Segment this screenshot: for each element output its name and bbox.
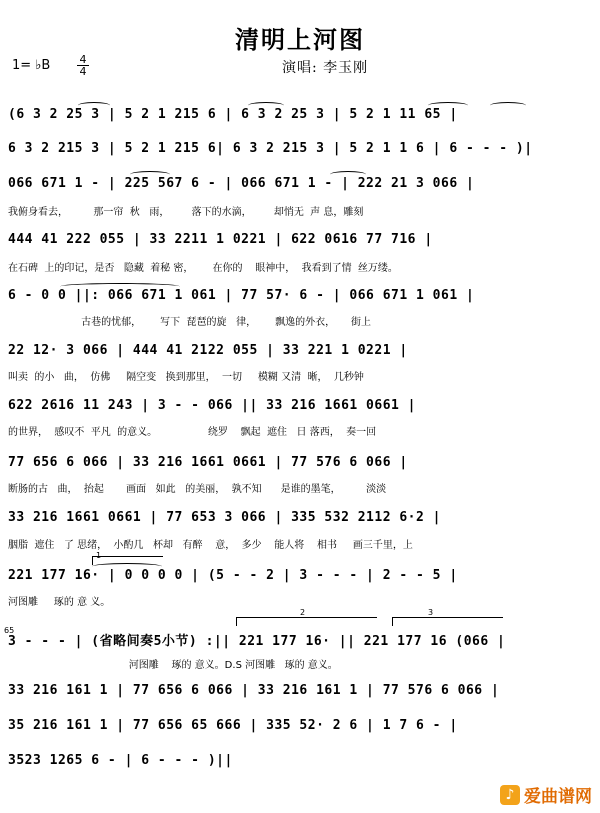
lyric-line-9: 河图雕 琢的 意义。D.S 河图雕 琢的 意义。 <box>8 660 338 671</box>
lyric-line-5: 的世界， 感叹不 平凡 的意义。 绕罗 飘起 遮住 日 落西， 奏一回 <box>8 427 377 438</box>
lyric-line-4: 叫卖 的小 曲， 仿佛 隔空变 换到那里， 一切 模糊 又清 晰， 几秒钟 <box>8 372 364 383</box>
key-signature: 1= ♭B <box>12 58 51 73</box>
lyric-line-8: 河图雕 琢的 意 义。 <box>8 597 111 608</box>
song-title: 清明上河图 <box>235 25 365 54</box>
slur <box>248 102 284 109</box>
segno-mark: 65 <box>4 626 15 635</box>
slur <box>428 102 468 109</box>
notation-line-14: 3523 1265 6 - | 6 - - - )|| <box>8 753 233 768</box>
third-ending-bracket <box>392 617 503 626</box>
notation-line-8: 77 656 6 066 | 33 216 1661 0661 | 77 576 6 066 | <box>8 455 408 470</box>
time-signature <box>76 54 90 77</box>
lyric-line-6: 断肠的古 曲， 抬起 画面 如此 的美丽， 孰不知 是谁的墨笔， 淡淡 <box>8 484 387 495</box>
time-denominator: 4 <box>79 65 87 78</box>
notation-line-12: 33 216 161 1 | 77 656 6 066 | 33 216 161 1 | 77 576 6 066 | <box>8 683 500 698</box>
notation-line-9: 33 216 1661 0661 | 77 653 3 066 | 335 532 2112 6·2 | <box>8 510 441 525</box>
time-numerator: 4 <box>79 53 87 66</box>
site-watermark <box>500 782 592 807</box>
notation-line-11: 3 - - - | (省略间奏5小节) :|| 221 177 16· || 221 177 16 (066 | <box>8 634 506 649</box>
notation-line-5: 6 - 0 0 ||: 066 671 1 061 | 77 57· 6 - | 066 671 1 061 | <box>8 288 475 303</box>
slur <box>130 171 170 178</box>
slur <box>330 171 366 178</box>
slur <box>92 563 162 570</box>
notation-line-1: (6 3 2 25 3 | 5 2 1 215 6 | 6 3 2 25 3 | 5 2 1 11 65 | <box>8 107 458 122</box>
slur <box>60 283 180 290</box>
singer-credit: 演唱: 李玉刚 <box>282 60 369 76</box>
notation-line-6: 22 12· 3 066 | 444 41 2122 055 | 33 221 1 0221 | <box>8 343 408 358</box>
first-ending-number: 1 <box>96 551 102 560</box>
lyric-line-2: 在石碑 上的印记，是否 隐藏 着秘 密， 在你的 眼神中， 我看到了情 丝万缕。 <box>8 263 398 274</box>
notation-line-10: 221 177 16· | 0 0 0 0 | (5 - - 2 | 3 - - - | 2 - - 5 | <box>8 568 458 583</box>
slur <box>490 102 526 109</box>
notation-line-4: 444 41 222 055 | 33 2211 1 0221 | 622 0616 77 716 | <box>8 232 433 247</box>
music-note-icon: ♪ <box>500 785 520 805</box>
slur <box>78 102 110 109</box>
notation-line-7: 622 2616 11 243 | 3 - - 066 || 33 216 1661 0661 | <box>8 398 417 413</box>
second-ending-bracket <box>236 617 377 626</box>
lyric-line-3: 古巷的忧郁， 写下 琵琶的旋 律， 飘逸的外衣， 街上 <box>8 317 372 328</box>
third-ending-number: 3 <box>428 608 434 617</box>
lyric-line-1: 我俯身看去， 那一帘 秋 雨， 落下的水滴， 却悄无 声 息，雕刻 <box>8 207 364 218</box>
notation-line-2: 6 3 2 215 3 | 5 2 1 215 6| 6 3 2 215 3 | 5 2 1 1 6 | 6 - - - )| <box>8 141 533 156</box>
notation-line-3: 066 671 1 - | 225 567 6 - | 066 671 1 - | 222 21 3 066 | <box>8 176 475 191</box>
notation-line-13: 35 216 161 1 | 77 656 65 666 | 335 52· 2 6 | 1 7 6 - | <box>8 718 458 733</box>
lyric-line-7: 胭脂 遮住 了 思绪， 小酌几 杯却 有醉 意， 多少 能人将 相书 画三千里，上 <box>8 540 413 551</box>
second-ending-number: 2 <box>300 608 306 617</box>
watermark-text: 爱曲谱网 <box>524 787 592 807</box>
